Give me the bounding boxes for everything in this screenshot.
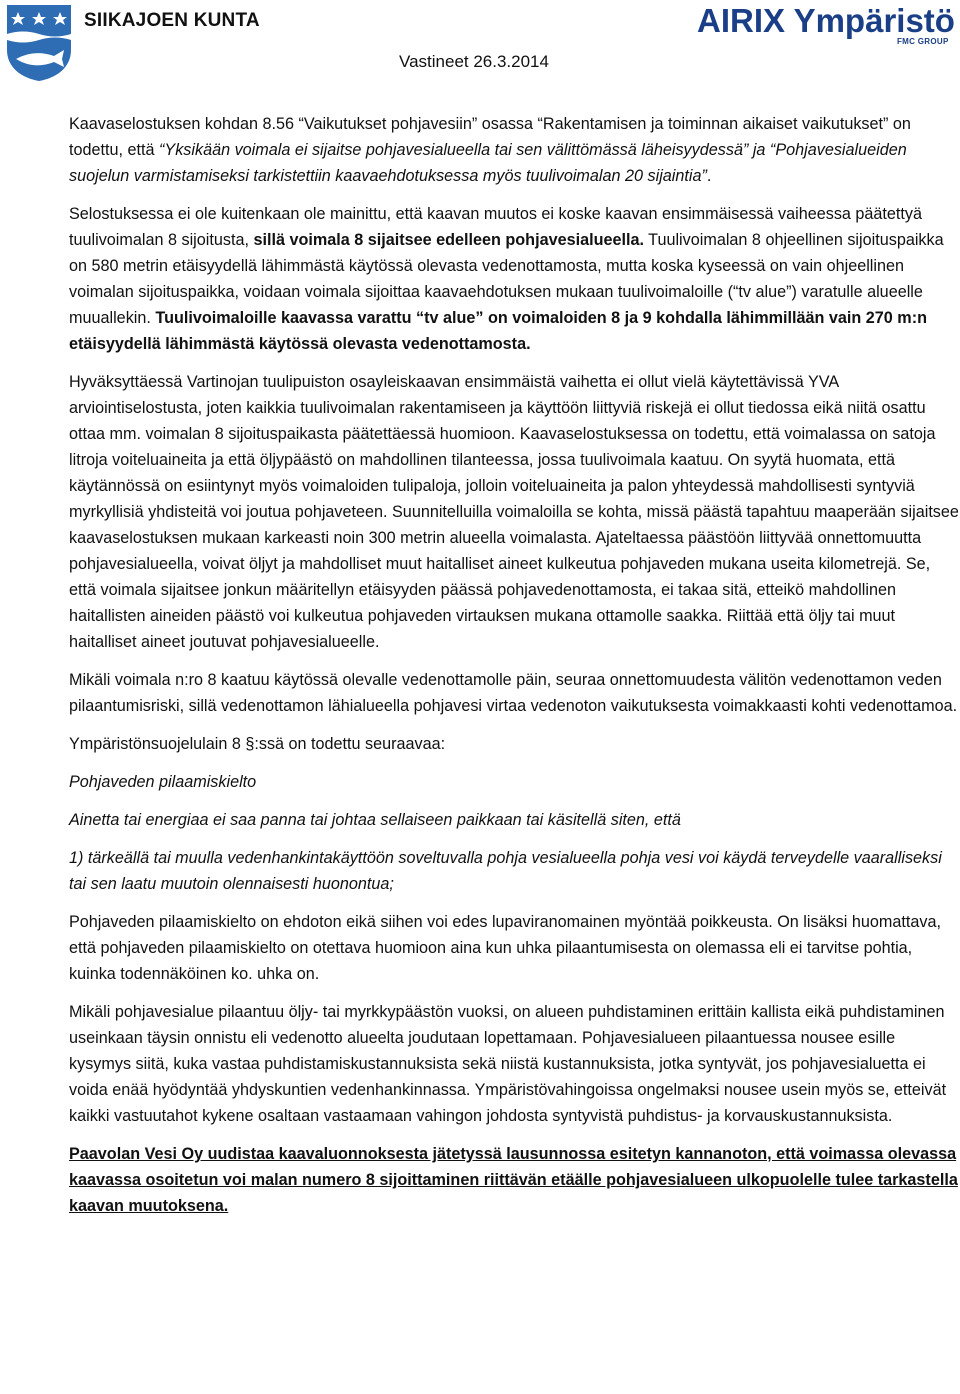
conclusion-paragraph: Paavolan Vesi Oy uudistaa kaavaluonnoksesta jätetyssä lausunnossa esitetyn kannanoton, että voimassa olevassa kaavassa osoitetun voi malan numero 8 sijoittaminen riittävän etäälle pohjavesialueen ulkopuolelle tulee tarkastella kaavan muutoksena.	[69, 1145, 958, 1215]
document-date: Vastineet 26.3.2014	[399, 52, 549, 71]
paragraph-3: Hyväksyttäessä Vartinojan tuulipuiston osayleiskaavan ensimmäistä vaihetta ei ollut vielä käytettävissä YVA arviointiselostusta, joten kaikkia tuulivoimalan rakentamiseen ja käyttöön liittyviä riskejä ei ollut tiedossa eikä niitä osattu ottaa mm. voimalan 8 sijoituspaikasta päätettäessä huomioon. Kaavaselostuksessa on todettu, että voimalassa on satoja litroja voiteluaineita ja että öljypäästö on mahdollinen tilanteessa, jossa tuulivoimala kaatuu. On syytä huomata, että käytännössä on esiintynyt myös voimaloiden tulipaloja, jolloin voiteluaineita ja palon yhteydessä mahdollisesti syntyviä myrkyllisiä yhdisteitä voi joutua pohjaveteen. Suunnitelluilla voimaloilla se kohta, missä päästä tapahtuu maaperään sijaitsee kaavaselostuksen mukaan karkeasti noin 300 metrin alueella voimalasta. Ajateltaessa päästöön liittyvää onnettomuutta pohjavesialueella, voivat öljyt ja mahdolliset muut haitalliset aineet kulkeutua pohjaveden mukana useita kilometrejä. Se, että voimala sijaitsee jonkun määritellyn etäisyyden päässä pohjavedenottamosta, ei takaa sitä, etteikö mahdollinen haitallisten aineiden päästö voi kulkeutua pohjaveden virtauksen mukana ottamolle saakka. Riittää että öljy tai muut haitalliset aineet joutuvat pohjavesialueelle.	[69, 373, 959, 651]
municipal-coat-of-arms-icon	[6, 4, 72, 82]
paragraph-5: Ympäristönsuojelulain 8 §:ssä on todettu seuraavaa:	[69, 735, 446, 753]
company-logo-subtitle: FMC GROUP	[897, 37, 949, 46]
company-logo: AIRIX Ympäristö	[697, 2, 955, 39]
paragraph-1: Kaavaselostuksen kohdan 8.56 “Vaikutukset pohjavesiin” osassa “Rakentamisen ja toiminnan aikaiset vaikutukset” on todettu, että “Yksikään voimala ei sijaitse pohjavesialueella tai sen välittömässä läheisyydessä” ja “Pohjavesialueiden suojelun varmistamiseksi tarkistettiin kaavaehdotuksessa myös tuulivoimalan 20 sijaintia”.	[69, 115, 911, 185]
paragraph-4: Mikäli voimala n:ro 8 kaatuu käytössä olevalle vedenottamolle päin, seuraa onnettomuudesta välitön vedenottamon veden pilaantumisriski, sillä vedenottamon lähialueella pohjavesi virtaa vedenoton vaikutuksesta voimakkaasti kohti vedenottamoa.	[69, 671, 958, 715]
law-text-2: 1) tärkeällä tai muulla vedenhankintakäyttöön soveltuvalla pohja vesialueella pohja vesi voi käydä terveydelle vaaralliseksi tai sen laatu muutoin olennaisesti huonontua;	[69, 849, 942, 893]
page-header	[0, 0, 960, 82]
paragraph-9: Pohjaveden pilaamiskielto on ehdoton eikä siihen voi edes lupaviranomainen myöntää poikkeusta. On lisäksi huomattava, että pohjaveden pilaamiskielto on otettava huomioon aina kun uhka pilaantumisesta on olemassa eli ei tarvitse pohtia, kuinka todennäköinen ko. uhka on.	[69, 913, 941, 983]
paragraph-2: Selostuksessa ei ole kuitenkaan ole mainittu, että kaavan muutos ei koske kaavan ensimmäisessä vaiheessa päätettyä tuulivoimalan 8 sijoitusta, sillä voimala 8 sijaitsee edelleen pohjavesialueella. Tuulivoimalan 8 ohjeellinen sijoituspaikka on 580 metrin etäisyydellä lähimmästä käytössä olevasta vedenottamosta, mutta koska kyseessä on vain ohjeellinen voimalan sijoituspaikka, voidaan voimala sijoittaa kaavaehdotuksen mukaan tuulivoimaloille (“tv alue”) varatulle alueelle muuallekin. Tuulivoimaloille kaavassa varattu “tv alue” on voimaloiden 8 ja 9 kohdalla lähimmillään vain 270 m:n etäisyydellä lähimmästä käytössä olevasta vedenottamosta.	[69, 205, 944, 353]
law-heading: Pohjaveden pilaamiskielto	[69, 773, 257, 791]
law-text-1: Ainetta tai energiaa ei saa panna tai johtaa sellaiseen paikkaan tai käsitellä siten, että	[69, 811, 681, 829]
municipality-name: SIIKAJOEN KUNTA	[84, 10, 260, 31]
paragraph-10: Mikäli pohjavesialue pilaantuu öljy- tai myrkkypäästön vuoksi, on alueen puhdistaminen erittäin kallista eikä puhdistaminen useinkaan täysin onnistu eli vedenotto alueelta joudutaan lopettamaan. Pohjavesialueen pilaantuessa nousee esille kysymys siitä, kuka vastaa puhdistamiskustannuksista sekä niistä kustannuksista, jotka syntyvät, jos pohjavesialuetta ei voida enää hyödyntää yhdyskuntien vedenhankinnassa. Ympäristövahingoissa ongelmaksi nousee usein myös se, etteivät kaikki vastuutahot kykene osaltaan vastaamaan vahingon johdosta syntyvistä puhdistus- ja korvauskustannuksista.	[69, 1003, 947, 1125]
document-body	[69, 111, 960, 1231]
